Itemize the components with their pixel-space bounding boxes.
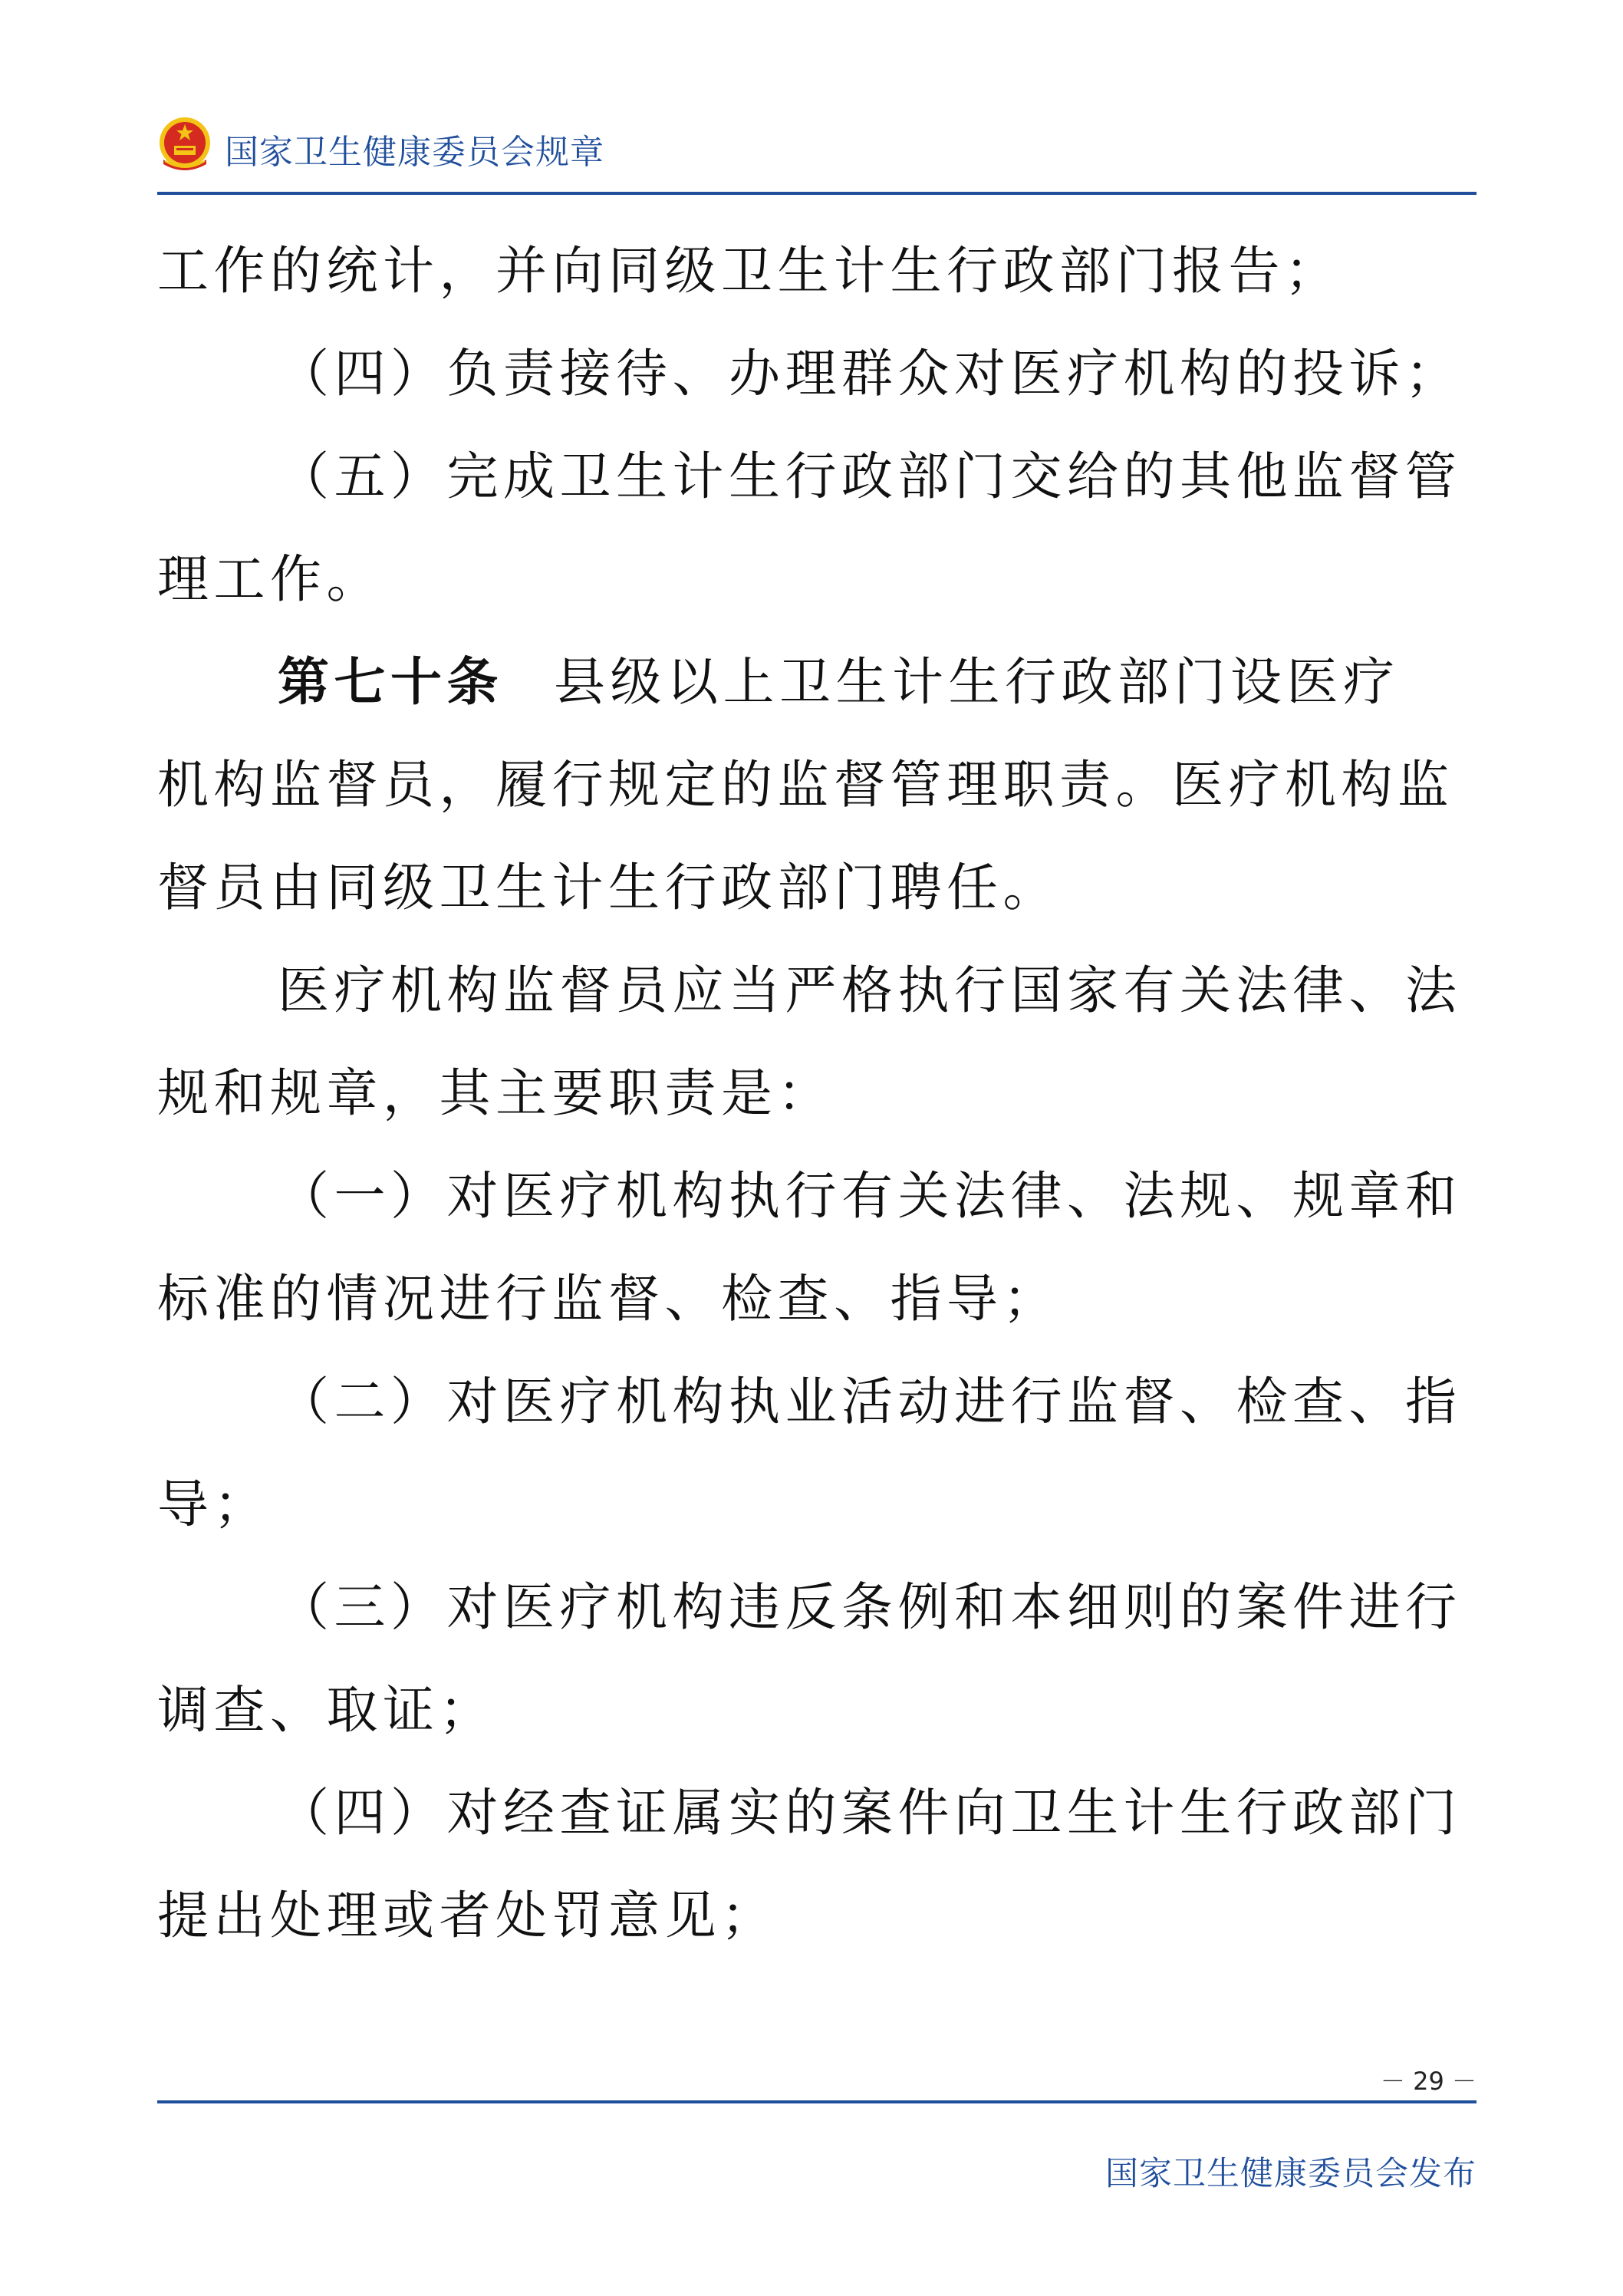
text-line: 医疗机构监督员应当严格执行国家有关法律、法 — [278, 960, 1462, 1020]
text-line: 提出处理或者处罚意见； — [157, 1886, 778, 1945]
text-line: （二）对医疗机构执业活动进行监督、检查、指 — [278, 1372, 1462, 1431]
article-number: 第七十条 — [278, 652, 503, 712]
text-line: 标准的情况进行监督、检查、指导； — [157, 1269, 1059, 1329]
text-line: 导； — [157, 1474, 270, 1534]
text-line: （三）对医疗机构违反条例和本细则的案件进行 — [278, 1577, 1462, 1637]
text-line: 规和规章，其主要职责是： — [157, 1063, 834, 1123]
header-rule — [157, 192, 1477, 195]
text-line: （四）负责接待、办理群众对医疗机构的投诉； — [278, 344, 1462, 404]
text-line: 理工作。 — [157, 549, 383, 609]
text-line: 督员由同级卫生计生行政部门聘任。 — [157, 858, 1059, 917]
header-title: 国家卫生健康委员会规章 — [225, 133, 604, 172]
text-line: （一）对医疗机构执行有关法律、法规、规章和 — [278, 1166, 1462, 1226]
footer-publisher: 国家卫生健康委员会发布 — [1105, 2155, 1477, 2193]
text-line: 工作的统计，并向同级卫生计生行政部门报告； — [157, 241, 1342, 301]
text-line: （五）完成卫生计生行政部门交给的其他监督管 — [278, 446, 1462, 506]
national-emblem-icon — [157, 115, 212, 173]
article-heading-line — [157, 631, 1477, 733]
text-line: （四）对经查证属实的案件向卫生计生行政部门 — [278, 1783, 1462, 1843]
text-line: 机构监督员，履行规定的监督管理职责。医疗机构监 — [157, 755, 1454, 815]
footer-rule — [157, 2100, 1477, 2103]
page-number: － 29 － — [1380, 2067, 1477, 2096]
article-text: 县级以上卫生计生行政部门设医疗 — [554, 652, 1400, 712]
document-body — [157, 219, 1477, 1967]
text-line: 调查、取证； — [157, 1680, 495, 1740]
page-header — [157, 107, 1477, 192]
